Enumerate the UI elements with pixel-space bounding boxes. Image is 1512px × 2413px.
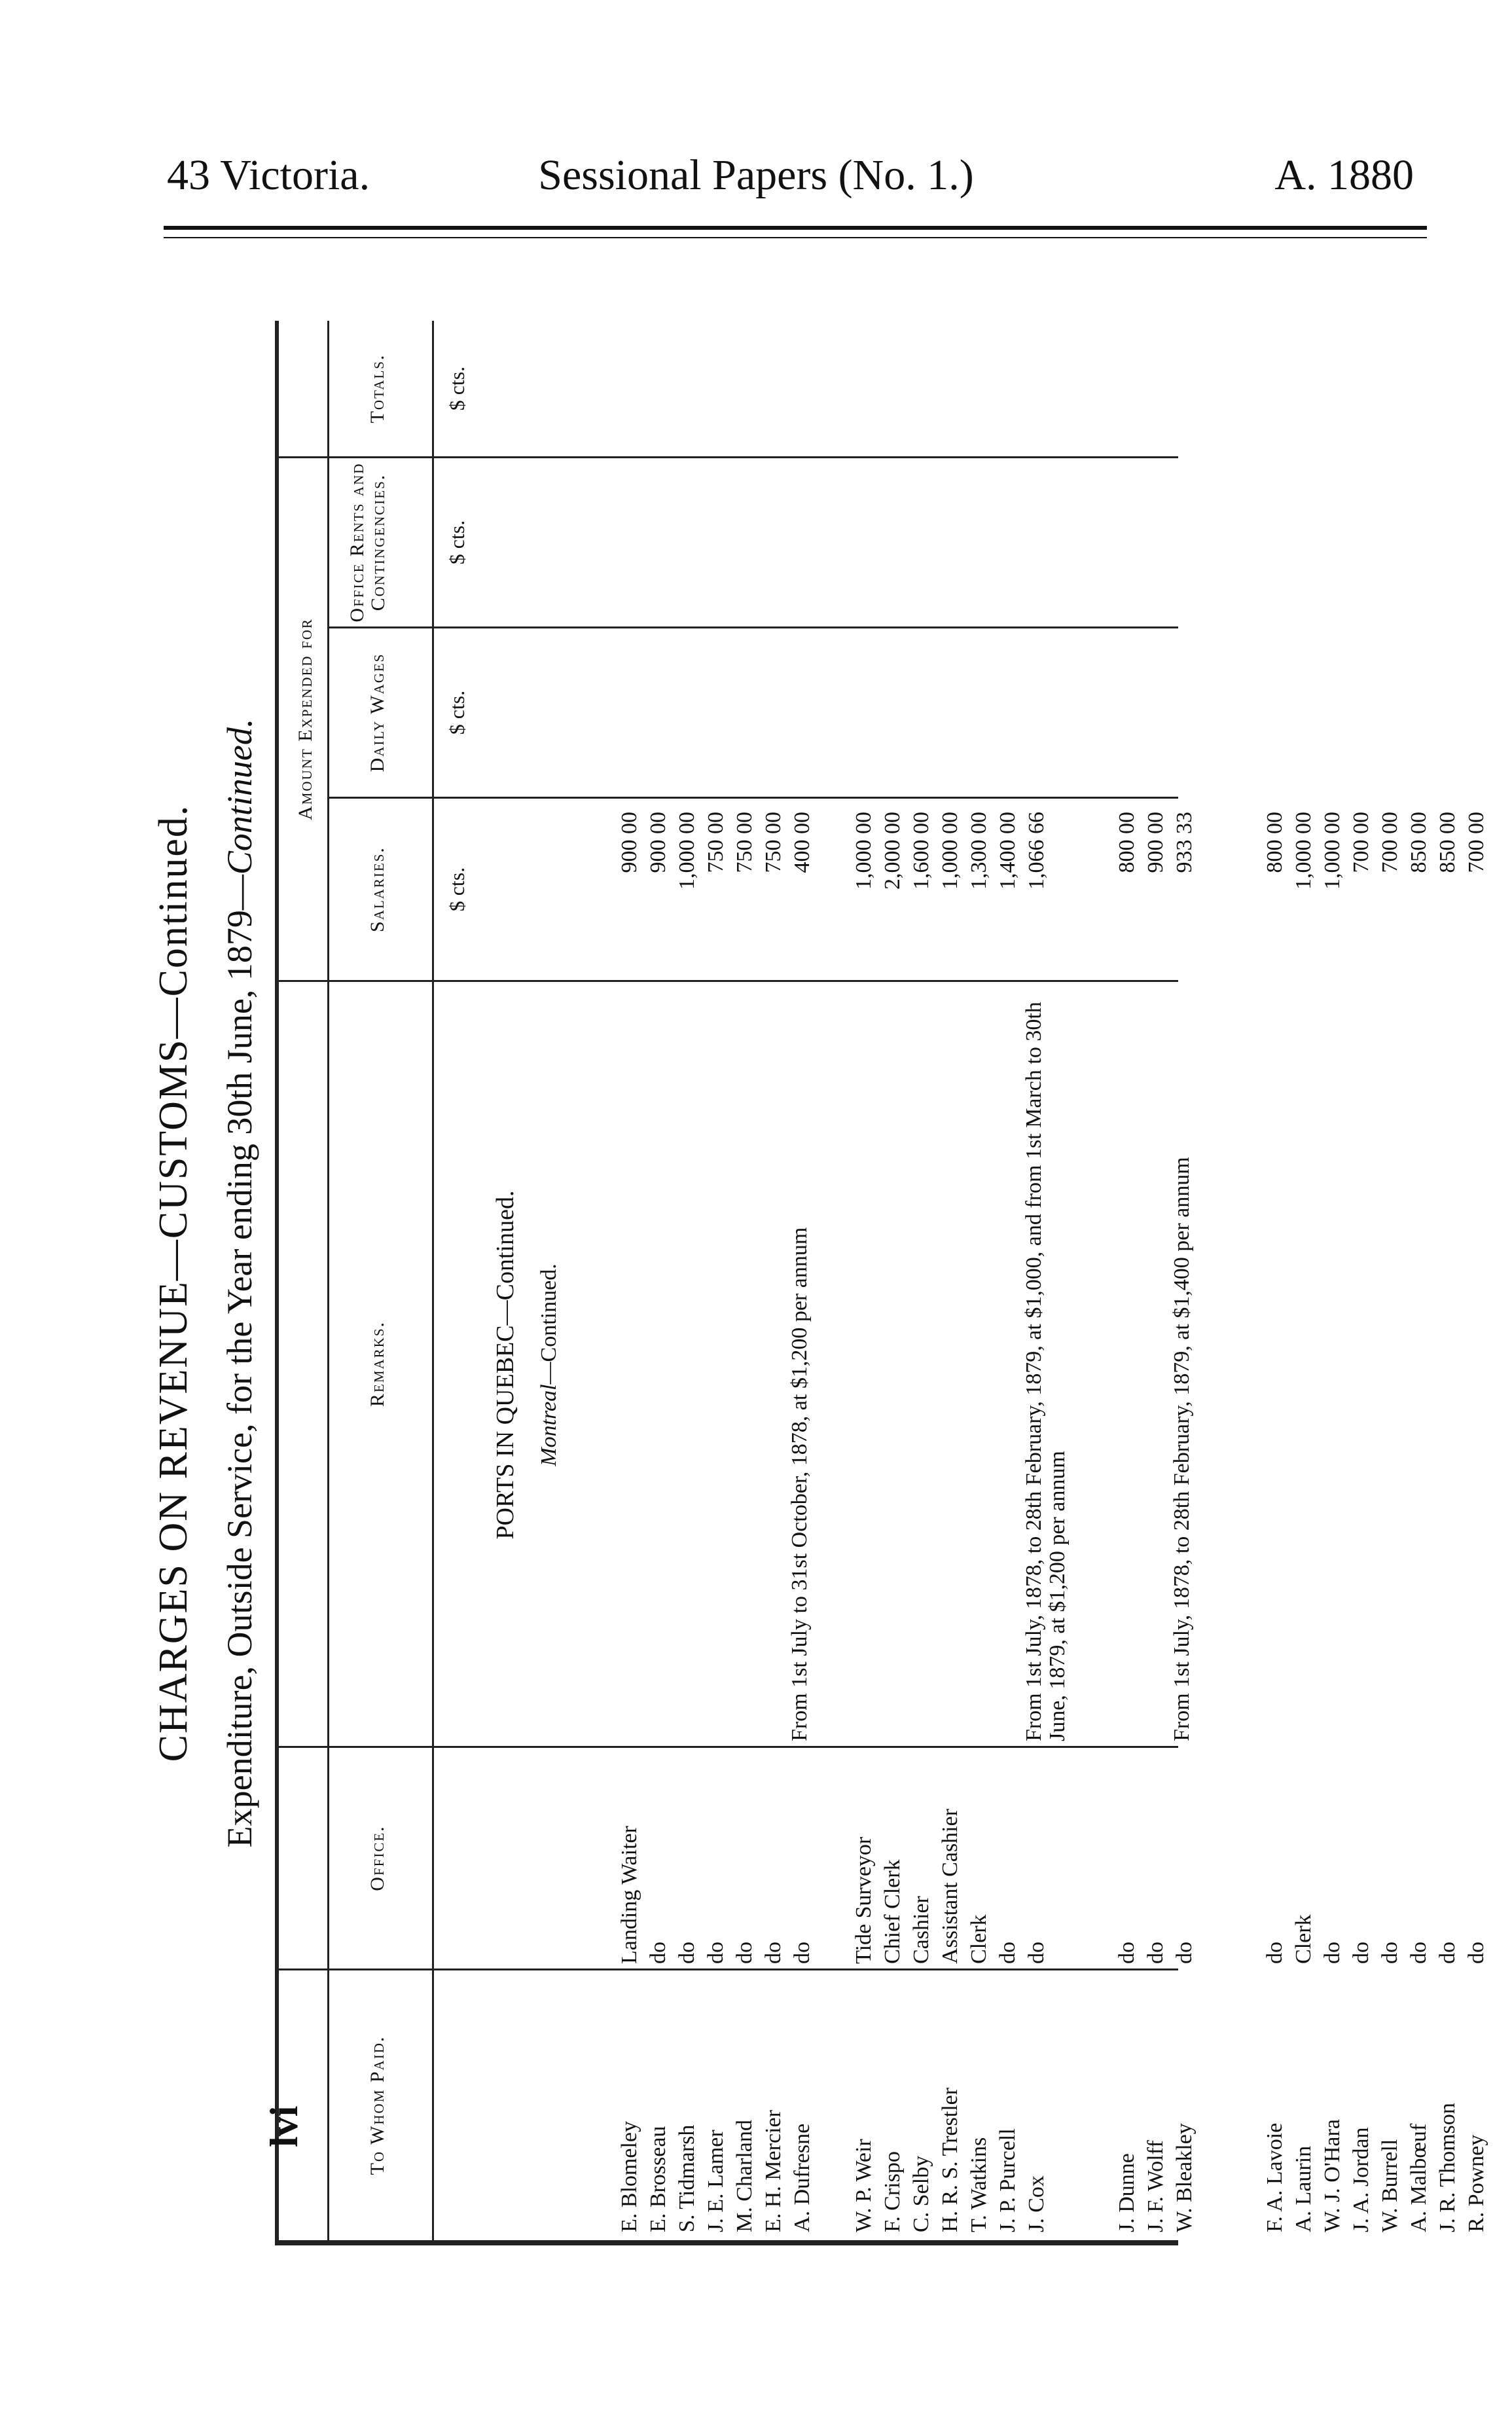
payee-name: J. A. Jordan: [1349, 2127, 1373, 2232]
office-title: Cashier: [909, 1896, 933, 1964]
table-row: [907, 236, 936, 2331]
rotated-table-page: [0, 236, 1488, 2331]
salary-amount: 700 00: [1349, 812, 1373, 873]
table-row: [1261, 236, 1289, 2331]
salary-amount: 1,400 00: [996, 812, 1020, 890]
header-right: A. 1880: [1274, 151, 1414, 199]
payee-name: J. R. Thomson: [1435, 2103, 1460, 2232]
table-row: [1405, 236, 1433, 2331]
table-row: [1142, 236, 1170, 2331]
frame-left: [275, 321, 279, 2245]
salary-amount: 750 00: [761, 812, 785, 873]
table-row: [878, 236, 907, 2331]
col-daily-wages: Daily Wages: [367, 653, 388, 772]
payee-name: J. Dunne: [1115, 2153, 1139, 2232]
payee-name: J. P. Purcell: [996, 2128, 1020, 2232]
header-rule-thick: [164, 226, 1427, 230]
table-subtitle: [219, 236, 260, 2331]
table-row: [1462, 236, 1491, 2331]
table-row: [965, 236, 994, 2331]
payee-name: H. R. S. Trestler: [938, 2087, 962, 2232]
salary-amount: 1,000 00: [675, 812, 699, 890]
salary-amount: 2,000 00: [880, 812, 905, 890]
section-sub-place: Montreal: [537, 1384, 561, 1466]
payee-name: A. Laurin: [1291, 2145, 1316, 2232]
table-row: [1433, 236, 1462, 2331]
office-title: do: [1263, 1942, 1287, 1964]
payee-name: J. E. Lamer: [704, 2130, 728, 2232]
remarks-text: From 1st July, 1878, to 28th February, 1879, at $1,000, and from 1st March to 30th June, 1879, at $1,200 per annum: [1022, 1002, 1070, 1741]
payee-name: S. Tidmarsh: [675, 2124, 699, 2232]
column-header-top: [327, 321, 329, 2245]
col-totals: Totals.: [367, 354, 388, 424]
table-row: [1022, 236, 1070, 2331]
salary-amount: 1,000 00: [938, 812, 962, 890]
col-salaries: Salaries.: [367, 846, 388, 932]
salary-amount: 700 00: [1464, 812, 1488, 873]
salary-amount: 1,600 00: [909, 812, 933, 890]
salary-amount: 850 00: [1407, 812, 1431, 873]
salary-amount: 900 00: [646, 812, 670, 873]
remarks-text: From 1st July to 31st October, 1878, at $1,200 per annum: [787, 1227, 812, 1741]
salary-amount: 1,000 00: [1320, 812, 1344, 890]
remarks-text: From 1st July, 1878, to 28th February, 1879, at $1,400 per annum: [1170, 1157, 1194, 1741]
table-row: [1376, 236, 1405, 2331]
office-title: Tide Surveyor: [852, 1836, 876, 1964]
payee-name: R. Powney: [1464, 2134, 1488, 2232]
payee-name: E. H. Mercier: [761, 2110, 785, 2232]
col-office-rents: Office Rents and Contingencies.: [346, 462, 389, 623]
subtitle-prefix: Expenditure, Outside Service, for the Year ending 30th June, 1879—: [220, 875, 259, 1848]
office-title: do: [1172, 1942, 1197, 1964]
office-title: do: [1464, 1942, 1488, 1964]
table-row: [1170, 236, 1199, 2331]
payee-name: W. P. Weir: [852, 2139, 876, 2232]
salary-amount: 750 00: [732, 812, 757, 873]
payee-name: M. Charland: [732, 2120, 757, 2232]
section-heading: PORTS IN QUEBEC—Continued.: [492, 1190, 519, 1540]
office-title: do: [704, 1942, 728, 1964]
office-title: Clerk: [1291, 1914, 1316, 1964]
unit-totals: $ cts.: [445, 366, 469, 411]
unit-salaries: $ cts.: [445, 867, 469, 912]
office-title: do: [1407, 1942, 1431, 1964]
office-title: do: [646, 1942, 670, 1964]
table-row: [936, 236, 965, 2331]
office-title: do: [1320, 1942, 1344, 1964]
subtitle-suffix: Continued.: [220, 718, 259, 875]
page-number: lvi: [262, 2105, 306, 2147]
table-row: [994, 236, 1022, 2331]
payee-name: W. J. O'Hara: [1320, 2119, 1344, 2232]
unit-office-rents: $ cts.: [445, 520, 469, 565]
section-subheading: [537, 989, 562, 1741]
table-row: [730, 236, 759, 2331]
table-row: [759, 236, 788, 2331]
office-title: do: [1143, 1942, 1168, 1964]
payee-name: W. Bleakley: [1172, 2123, 1197, 2232]
col-remarks: Remarks.: [367, 1320, 388, 1407]
salary-amount: 900 00: [1143, 812, 1168, 873]
salary-amount: 900 00: [617, 812, 641, 873]
salary-amount: 1,000 00: [1291, 812, 1316, 890]
office-title: do: [1115, 1942, 1139, 1964]
table-row: [788, 236, 817, 2331]
office-title: Landing Waiter: [617, 1826, 641, 1964]
payee-name: E. Brosseau: [646, 2126, 670, 2232]
salary-amount: 933 33: [1172, 812, 1197, 873]
payee-name: A. Malbœuf: [1407, 2123, 1431, 2232]
office-title: do: [675, 1942, 699, 1964]
header-left: 43 Victoria.: [167, 151, 370, 199]
salary-amount: 400 00: [790, 812, 814, 873]
payee-name: E. Blomeley: [617, 2121, 641, 2232]
table-row: [850, 236, 878, 2331]
table-row: [1318, 236, 1347, 2331]
col-office: Office.: [367, 1825, 388, 1891]
table-row: [1347, 236, 1376, 2331]
salary-amount: 750 00: [704, 812, 728, 873]
salary-amount: 1,300 00: [967, 812, 991, 890]
payee-name: T. Watkins: [967, 2137, 991, 2232]
col-to-whom: To Whom Paid.: [367, 2035, 388, 2175]
office-title: do: [761, 1942, 785, 1964]
table-row: [615, 236, 644, 2331]
office-title: do: [996, 1942, 1020, 1964]
salary-amount: 800 00: [1263, 812, 1287, 873]
salary-amount: 1,000 00: [852, 812, 876, 890]
table-row: [702, 236, 730, 2331]
salary-amount: 700 00: [1378, 812, 1402, 873]
col-amount-group: Amount Expended for: [295, 618, 316, 820]
payee-name: F. Crispo: [880, 2151, 905, 2232]
office-title: do: [732, 1942, 757, 1964]
office-title: do: [1349, 1942, 1373, 1964]
table-row: [1289, 236, 1318, 2331]
salary-amount: 800 00: [1115, 812, 1139, 873]
office-title: do: [790, 1942, 814, 1964]
office-title: Chief Clerk: [880, 1859, 905, 1964]
unit-daily-wages: $ cts.: [445, 690, 469, 735]
table-row: [673, 236, 702, 2331]
header-center: Sessional Papers (No. 1.): [538, 151, 974, 199]
payee-name: C. Selby: [909, 2155, 933, 2232]
table-row: [1113, 236, 1142, 2331]
column-header-bottom: [432, 321, 434, 2245]
payee-name: F. A. Lavoie: [1263, 2122, 1287, 2232]
table-title: CHARGES ON REVENUE—CUSTOMS—Continued.: [151, 804, 196, 1762]
salary-amount: 1,066 66: [1024, 812, 1049, 890]
office-title: Assistant Cashier: [938, 1808, 962, 1964]
payee-name: J. Cox: [1024, 2175, 1049, 2232]
payee-name: J. F. Wolff: [1143, 2140, 1168, 2232]
salary-amount: 850 00: [1435, 812, 1460, 873]
table-row: [644, 236, 673, 2331]
office-title: do: [1435, 1942, 1460, 1964]
payee-name: W. Burrell: [1378, 2139, 1402, 2232]
office-title: do: [1024, 1942, 1049, 1964]
section-sub-continued: —Continued.: [537, 1263, 561, 1385]
payee-name: A. Dufresne: [790, 2123, 814, 2232]
office-title: Clerk: [967, 1914, 991, 1964]
office-title: do: [1378, 1942, 1402, 1964]
